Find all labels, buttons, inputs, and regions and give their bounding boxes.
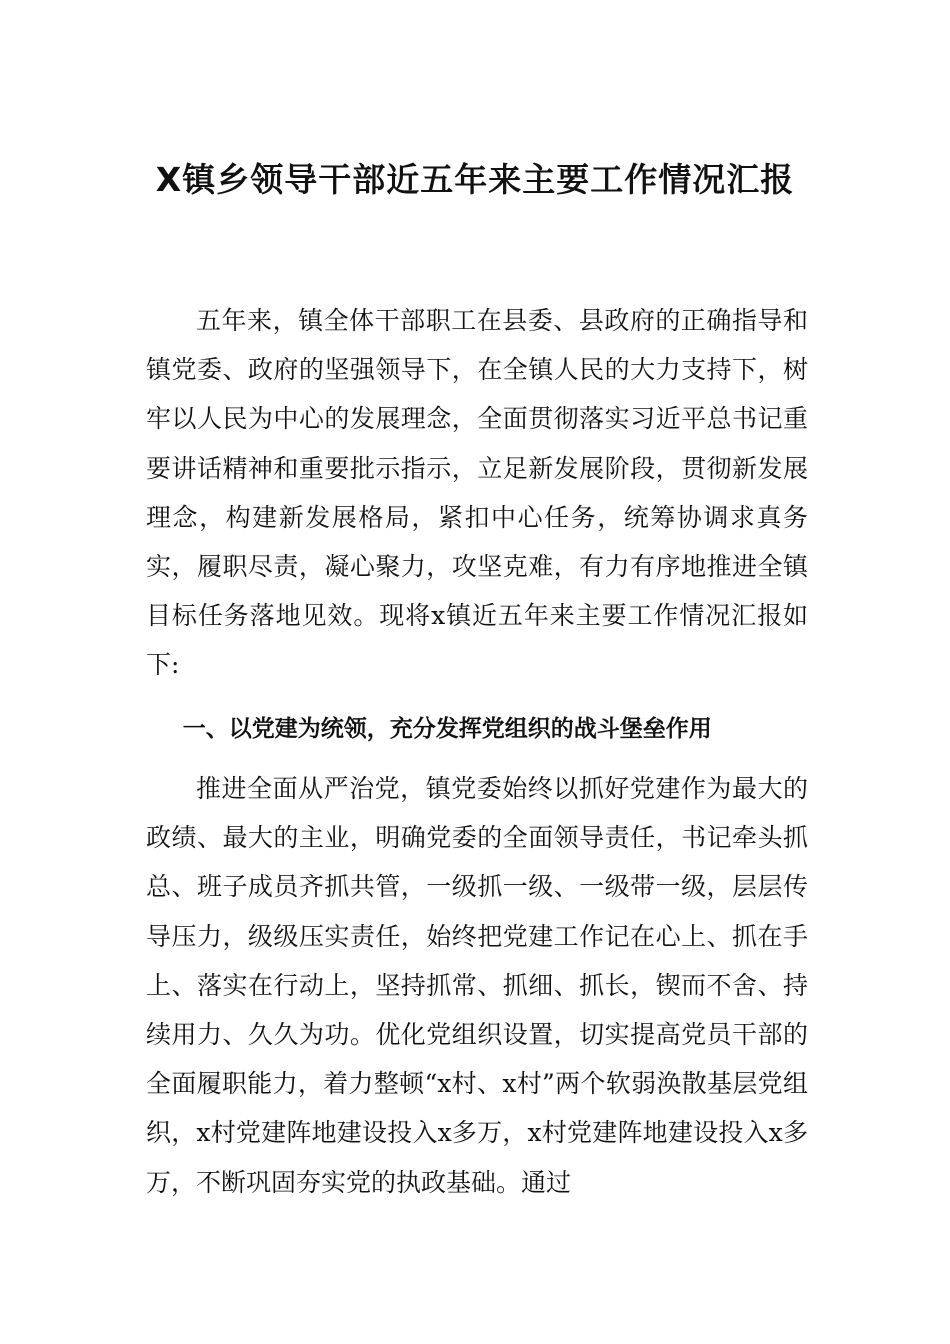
document-title: X镇乡领导干部近五年来主要工作情况汇报 — [155, 160, 795, 199]
section-heading: 一、以党建为统领，充分发挥党组织的战斗堡垒作用 — [182, 716, 712, 742]
section-paragraph: 推进全面从严治党，镇党委始终以抓好党建作为最大的政绩、最大的主业，明确党委的全面领导责任，书记牵头抓总、班子成员齐抓共管，一级抓一级、一级带一级，层层传导压力，级级压实责任，始终把党建工作记在心上、抓在手上、落实在行动上，坚持抓常、抓细、抓长，锲而不舍、持续用力、久久为功。优化党组织设置，切实提高党员干部的全面履职能力，着力整顿“x村、x村”两个软弱涣散基层党组织，x村党建阵地建设投入x多万，x村党建阵地建设投入x多万，不断巩固夯实党的执政基础。通过 — [146, 774, 808, 1197]
intro-paragraph: 五年来，镇全体干部职工在县委、县政府的正确指导和镇党委、政府的坚强领导下，在全镇人民的大力支持下，树牢以人民为中心的发展理念，全面贯彻落实习近平总书记重要讲话精神和重要批示指示，立足新发展阶段，贯彻新发展理念，构建新发展格局，紧扣中心任务，统筹协调求真务实，履职尽责，凝心聚力，攻坚克难，有力有序地推进全镇目标任务落地见效。现将x镇近五年来主要工作情况汇报如下: — [146, 306, 808, 680]
